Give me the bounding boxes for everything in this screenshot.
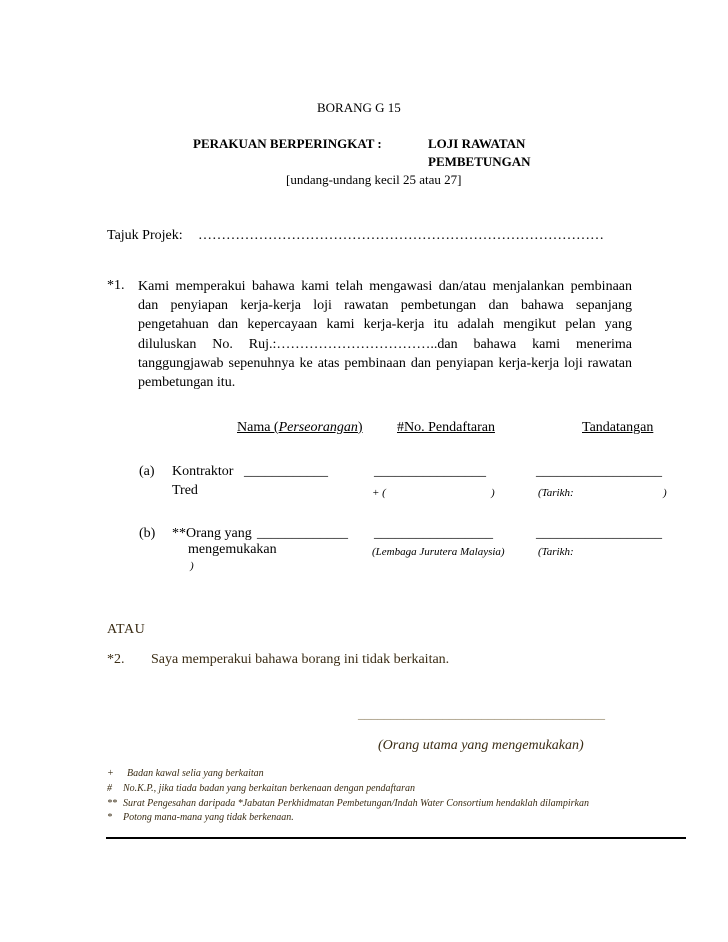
or-label: ATAU: [107, 622, 146, 637]
row-b-date-note-open: (Tarikh:: [538, 546, 574, 558]
submitter-signature-field[interactable]: ______________________________________: [358, 706, 605, 721]
row-b-label: **Orang yang: [172, 526, 252, 541]
footnote-1-text: Badan kawal selia yang berkaitan: [127, 768, 264, 779]
form-number: BORANG G 15: [317, 100, 401, 115]
title-left: PERAKUAN BERPERINGKAT :: [193, 136, 382, 151]
row-a-label: Kontraktor: [172, 464, 234, 479]
row-b-label-3: ): [190, 560, 194, 572]
row-a-label-2: Tred: [172, 483, 198, 498]
row-b-registration-note: (Lembaga Jurutera Malaysia): [372, 546, 505, 558]
project-title-field[interactable]: ……………………………………………………………………………: [198, 228, 604, 243]
footnote-2-symbol: #: [107, 783, 112, 794]
column-name-italic: Perseorangan: [278, 420, 358, 435]
clause1-marker: *1.: [107, 278, 125, 293]
row-a-date-note-close: ): [663, 487, 667, 499]
footnote-4-text: Potong mana-mana yang tidak berkenaan.: [123, 812, 294, 823]
row-b-label-2: mengemukakan: [188, 542, 277, 557]
clause2-text: Saya memperakui bahawa borang ini tidak berkaitan.: [151, 652, 450, 667]
column-registration: #No. Pendaftaran: [397, 420, 495, 435]
row-a-signature-field[interactable]: __________________: [536, 464, 662, 479]
footnote-3-symbol: **: [107, 798, 117, 809]
row-a-registration-note-open: + (: [372, 487, 386, 499]
row-b-marker: (b): [139, 526, 156, 541]
title-right-line2: PEMBETUNGAN: [428, 154, 531, 169]
bottom-rule: [106, 837, 686, 839]
row-a-registration-note-close: ): [491, 487, 495, 499]
row-a-registration-field[interactable]: ________________: [374, 464, 486, 479]
row-b-name-field[interactable]: _____________: [257, 526, 348, 541]
row-a-name-field[interactable]: ____________: [244, 464, 328, 479]
column-name-suffix: ): [357, 420, 363, 435]
row-a-marker: (a): [139, 464, 155, 479]
row-b-registration-field[interactable]: _________________: [374, 526, 493, 541]
footnote-4-symbol: *: [107, 812, 112, 823]
title-right-line1: LOJI RAWATAN: [428, 136, 526, 151]
row-b-signature-field[interactable]: __________________: [536, 526, 662, 541]
project-label: Tajuk Projek:: [107, 228, 183, 243]
row-a-date-note-open: (Tarikh:: [538, 487, 574, 499]
footnote-2-text: No.K.P., jika tiada badan yang berkaitan berkenaan dengan pendaftaran: [123, 783, 416, 794]
footnote-3-text: Surat Pengesahan daripada *Jabatan Perkhidmatan Pembetungan/Indah Water Consortium hendaklah dilampirkan: [123, 798, 589, 809]
footnote-1-symbol: +: [107, 768, 114, 779]
clause1-text: Kami memperakui bahawa kami telah mengawasi dan/atau menjalankan pembinaan dan penyiapan kerja-kerja loji rawatan pembetungan dan bahawa sepanjang pengetahuan dan kepercayaan kami kerja-kerja itu adalah mengikut pelan yang diluluskan No. Ruj.:……………………………..dan bahawa kami menerima tanggungjawab sepenuhnya ke atas pembinaan dan penyiapan kerja-kerja loji rawatan pembetungan itu.: [138, 279, 632, 391]
column-signature: Tandatangan: [582, 420, 654, 435]
column-name-prefix: Nama (: [237, 420, 279, 435]
subtitle: [undang-undang kecil 25 atau 27]: [286, 172, 462, 187]
column-name: [237, 420, 363, 436]
clause2-marker: *2.: [107, 652, 125, 667]
submitter-caption: (Orang utama yang mengemukakan): [378, 738, 584, 753]
